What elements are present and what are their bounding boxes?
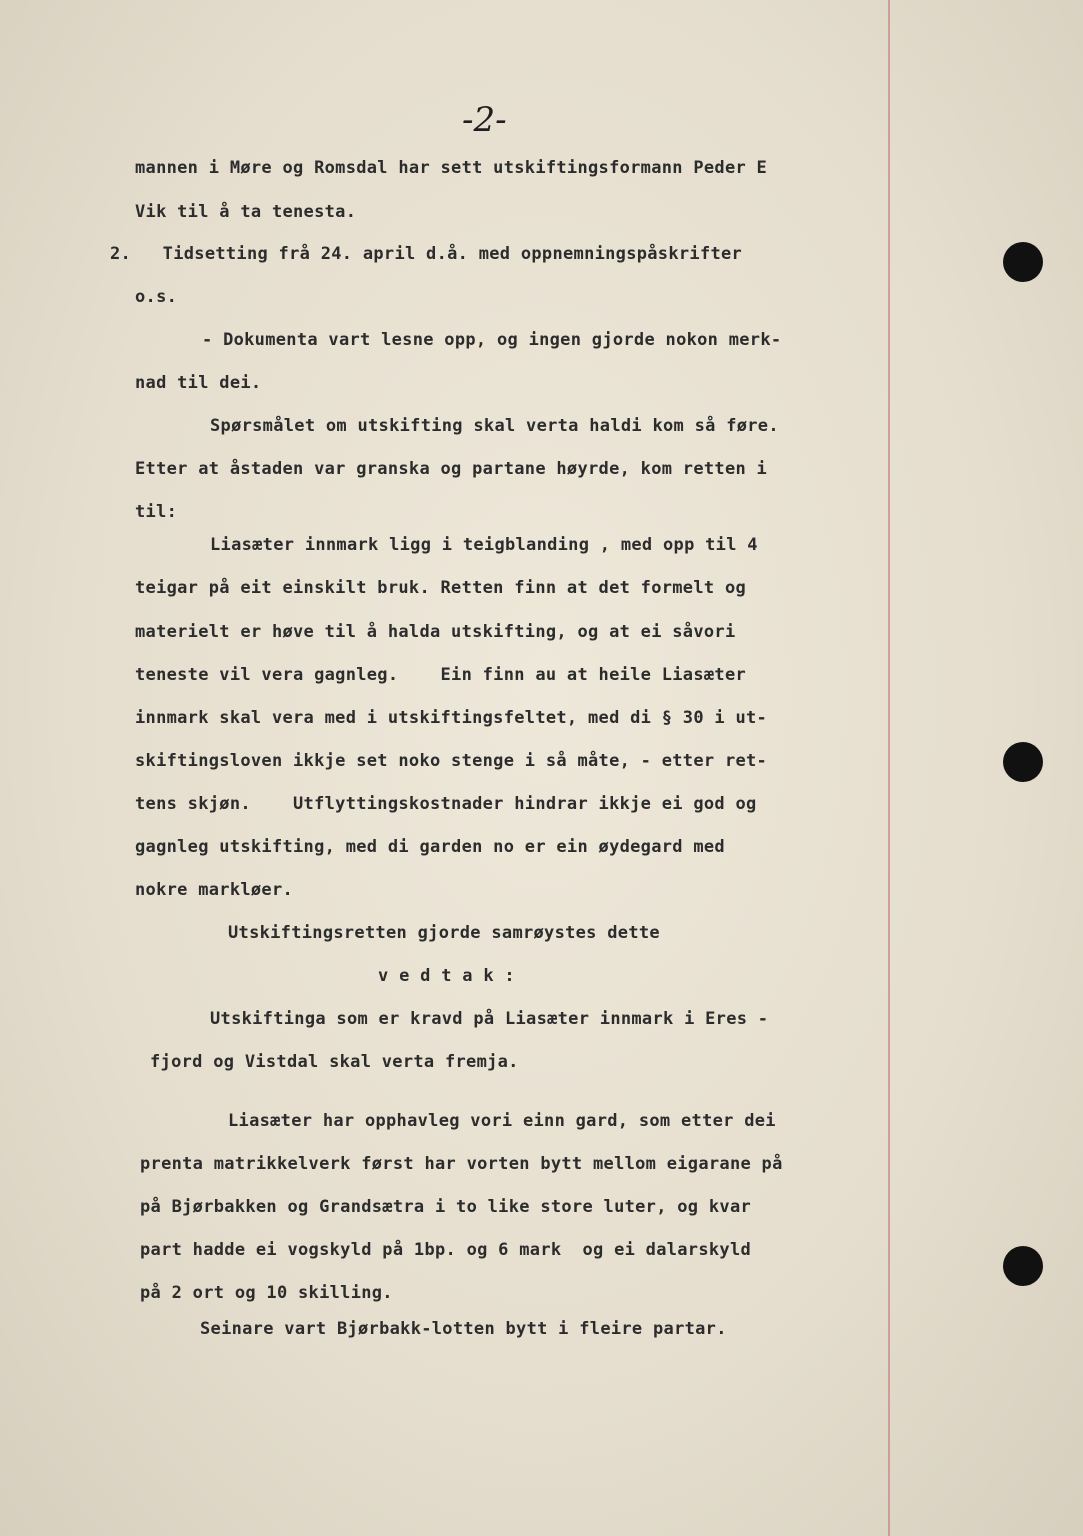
text-line: på Bjørbakken og Grandsætra i to like store luter, og kvar xyxy=(140,1197,752,1217)
text-line: nad til dei. xyxy=(135,373,262,393)
punch-hole xyxy=(1003,742,1043,782)
text-line: Spørsmålet om utskifting skal verta haldi kom så føre. xyxy=(210,416,779,436)
margin-rule xyxy=(888,0,890,1536)
text-line: skiftingsloven ikkje set noko stenge i så måte, - etter ret- xyxy=(135,751,768,771)
text-line: Utskiftinga som er kravd på Liasæter innmark i Eres - xyxy=(210,1009,769,1029)
text-line: 2. Tidsetting frå 24. april d.å. med oppnemningspåskrifter xyxy=(110,244,743,264)
page-number: -2- xyxy=(462,100,507,140)
text-line: o.s. xyxy=(135,287,178,307)
text-line: tens skjøn. Utflyttingskostnader hindrar ikkje ei god og xyxy=(135,794,757,814)
text-line: Utskiftingsretten gjorde samrøystes dette xyxy=(228,923,660,943)
text-line: teigar på eit einskilt bruk. Retten finn at det formelt og xyxy=(135,578,747,598)
text-line: Liasæter innmark ligg i teigblanding , med opp til 4 xyxy=(210,535,758,555)
text-line: Etter at åstaden var granska og partane høyrde, kom retten i xyxy=(135,459,768,479)
text-line: v e d t a k : xyxy=(378,966,515,986)
text-line: - Dokumenta vart lesne opp, og ingen gjorde nokon merk- xyxy=(202,330,782,350)
text-line: teneste vil vera gagnleg. Ein finn au at heile Liasæter xyxy=(135,665,747,685)
text-line: nokre markløer. xyxy=(135,880,294,900)
text-line: gagnleg utskifting, med di garden no er ein øydegard med xyxy=(135,837,725,857)
text-line: fjord og Vistdal skal verta fremja. xyxy=(150,1052,519,1072)
text-line: mannen i Møre og Romsdal har sett utskiftingsformann Peder E xyxy=(135,158,768,178)
punch-hole xyxy=(1003,1246,1043,1286)
text-line: Seinare vart Bjørbakk-lotten bytt i fleire partar. xyxy=(200,1319,727,1339)
text-line: Liasæter har opphavleg vori einn gard, som etter dei xyxy=(228,1111,776,1131)
text-line: til: xyxy=(135,502,178,522)
text-line: part hadde ei vogskyld på 1bp. og 6 mark og ei dalarskyld xyxy=(140,1240,752,1260)
punch-hole xyxy=(1003,242,1043,282)
text-line: prenta matrikkelverk først har vorten bytt mellom eigarane på xyxy=(140,1154,783,1174)
text-line: innmark skal vera med i utskiftingsfeltet, med di § 30 i ut- xyxy=(135,708,768,728)
text-line: materielt er høve til å halda utskifting, og at ei såvori xyxy=(135,622,736,642)
text-line: på 2 ort og 10 skilling. xyxy=(140,1283,393,1303)
text-line: Vik til å ta tenesta. xyxy=(135,202,357,222)
